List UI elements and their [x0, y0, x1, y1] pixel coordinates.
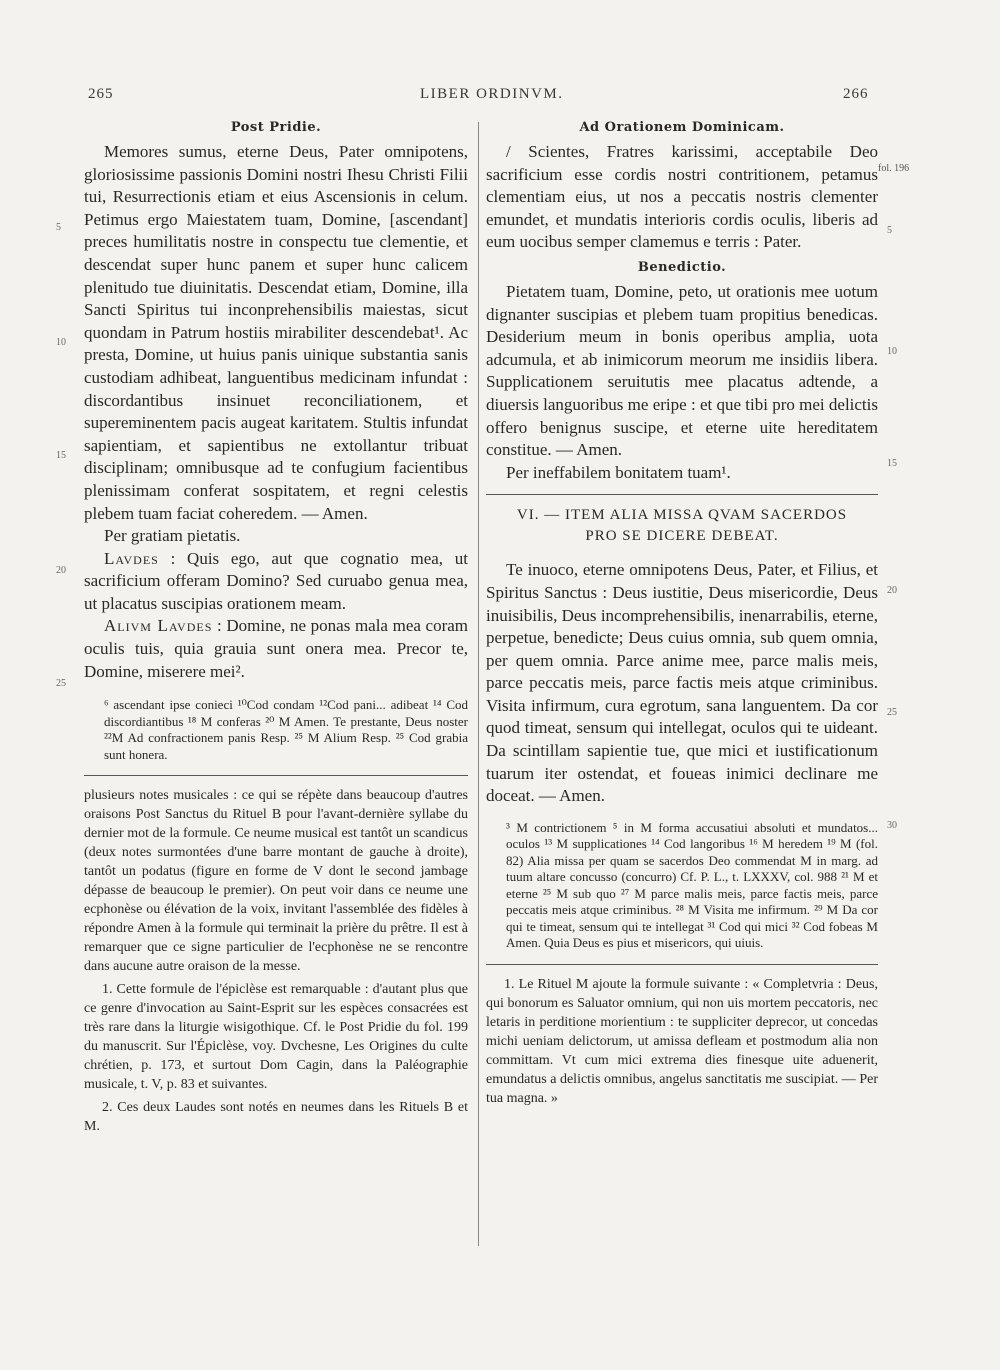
- line-number: 15: [887, 458, 897, 469]
- footnote-separator: [486, 964, 878, 965]
- line-number: 10: [56, 337, 66, 348]
- alium-label: Alivm Lavdes: [104, 616, 213, 636]
- folio-note: fol. 196: [878, 163, 910, 174]
- alium-laudes-paragraph: [84, 615, 468, 683]
- per-ineffabilem: Per ineffabilem bonitatem tuam¹.: [506, 462, 731, 482]
- alium-text: : Domine, ne ponas mala mea coram oculis tuis, quia grauia sunt onera mea. Precor te, Domine, miserere mei².: [84, 616, 469, 681]
- line-number: 20: [887, 585, 897, 596]
- critical-apparatus: ⁶ ascendant ipse conieci ¹⁰Cod condam ¹²Cod pani... adibeat ¹⁴ Cod discordiantibus ¹⁸ M conferas ²⁰ M Amen. Te prestante, Deus noster ²²M Ad confractionem panis Resp. ²⁵ M Alium Resp. ²⁵ Cod grabia sunt honera.: [104, 697, 468, 762]
- mass-title-line-2: PRO SE DICERE DEBEAT.: [585, 528, 779, 545]
- footnote-1: 1. Cette formule de l'épiclèse est remarquable : d'autant plus que ce genre d'invocation au Saint-Esprit sur les espèces consacrées est très rare dans la liturgie wisigothique. Cf. le Post Pridie du fol. 199 du manuscrit. Sur l'Épiclèse, voy. Dvchesne, Les Origines du culte chrétien, p. 173, et surtout Dom Cagin, dans la Paléographie musicale, t. V, p. 83 et suivantes.: [84, 982, 468, 1093]
- left-column: [84, 120, 468, 1136]
- footnote-1: 1. Le Rituel M ajoute la formule suivante : « Completvria : Deus, qui bonorum es Saluator omnium, qui non uis mortem peccatoris, nec letaris in perditione morientium : te suppliciter deprecor, ut concedas michi ueniam delictorum, ut amissa defleam et postmodum alia non committam. Vt cum mici extrema dies finesque uite aduenerit, emundatus a delictis omnibus, angelus sanctitatis me suscipiat. — Per tua magna. »: [486, 976, 878, 1106]
- line-number: 15: [56, 450, 66, 461]
- right-column: [486, 120, 878, 1108]
- footnote-2: 2. Ces deux Laudes sont notés en neumes dans les Rituels B et M.: [84, 1100, 468, 1135]
- section-heading: Post Pridie.: [230, 120, 322, 135]
- section-heading: Ad Orationem Dominicam.: [579, 120, 785, 135]
- per-gratiam: Per gratiam pietatis.: [104, 526, 241, 546]
- laudes-paragraph: [84, 548, 468, 616]
- line-number: 25: [887, 707, 897, 718]
- section-separator: [486, 494, 878, 495]
- line-number: 30: [887, 820, 897, 831]
- running-title: LIBER ORDINVM.: [420, 86, 564, 102]
- line-number: 20: [56, 565, 66, 576]
- laudes-text: : Quis ego, aut que cognatio mea, ut sacrificium offeram Domino? Sed curuabo genua mea, ut placatus suscipias orationem meam.: [84, 548, 468, 613]
- ad-orationem-text: / Scientes, Fratres karissimi, acceptabile Deo sacrificium esse cordis nostri contritionem, petamus clementiam eius, ut nos a peccatis nostris clementer emundet, et mundatis interioris cordis oculis, liberis ad eum uocibus semper clamemus e terris : Pater.: [486, 142, 878, 252]
- left-page-number: 265: [88, 86, 114, 102]
- line-number: 25: [56, 678, 66, 689]
- footnote-continuation: plusieurs notes musicales : ce qui se répète dans beaucoup d'autres oraisons Post Sanctus du Rituel B pour l'avant-dernière syllabe du dernier mot de la formule. Ce neume musical est tantôt un scandicus (deux notes surmontées d'une barre montant de gauche à droite), tantôt un podatus (figure en forme de V dont le second jambage dépasse de beaucoup le premier). On peut voir dans ce neume une ecphonèse ou élévation de la voix, invitant l'assemblée des fidèles à répondre Amen à la formule qui terminait la prière du prêtre. Il est à remarquer que ce signe particulier de l'ecphonèse ne se rencontre dans aucune autre oraison de la messe.: [84, 788, 468, 975]
- mass-title-line-1: VI. — ITEM ALIA MISSA QVAM SACERDOS: [516, 507, 848, 524]
- line-number: 10: [887, 346, 897, 357]
- critical-apparatus: ³ M contrictionem ⁵ in M forma accusatiui absoluti et mundatos... oculos ¹³ M supplicationes ¹⁴ Cod langoribus ¹⁶ M heredem ¹⁹ M (fol. 82) Alia missa per quam se sacerdos Deo commendat M in marg. ad tuum altare concusso (concurro) Cf. P. L., t. LXXXV, col. 988 ²¹ M et eterne ²⁵ M sub quo ²⁷ M parce malis meis, parce factis meis, parce peccatis meis atque criminibus. ²⁸ M Visita me infirmum. ²⁹ M Da cor qui te timeat, sensum qui te intellegat ³¹ Cod qui mici ³² Cod fobeas M Amen. Quia Deus es pius et misericors, qui uiuis.: [506, 819, 878, 951]
- post-pridie-text: Memores sumus, eterne Deus, Pater omnipotens, gloriosissime passionis Domini nostri Ihesu Christi Filii tui, Resurrectionis etiam et eius Ascensionis in celum. Petimus ergo Maiestatem tuam, Domine, [ascendant] preces humilitatis nostre in conspectu tue clementie, et descendat super hunc panem et super hunc calicem plenitudo tue diuinitatis. Descendat etiam, Domine, illa Sancti Spiritus tui inconprehensibilis maiestas, sicut quondam in Patrum hostiis mirabiliter descendebat¹. Ac presta, Domine, ut huius panis uinique substantia sanis custodiam adhibeat, languentibus medicinam infundat : discordantibus insinuet reconciliationem, et supereminentem pacis augeat karitatem. Stultis infundat sapientiam, et sapientibus ne extollantur tribuat disciplinam; omnibusque ad te confugium facientibus plenissimam conferat sospitatem, et regni celestis plebem tuam faciat coheredem. — Amen.: [84, 142, 468, 523]
- column-divider: [478, 122, 479, 1246]
- line-number: 5: [887, 225, 892, 236]
- benedictio-text: Pietatem tuam, Domine, peto, ut orationis mee uotum dignanter suscipias et plebem tuam propitius benedicas. Desiderium meum in bonis operibus amplia, uota adcumula, et ab inimicorum meorum me insidiis libera. Supplicationem seruitutis mee placatus adtende, a diuersis languoribus me eripe : et que tibi pro mei delictis offero benignus suscipe, et eterne uite hereditatem constitue. — Amen.: [486, 281, 878, 460]
- footnote-separator: [84, 775, 468, 776]
- te-inuoco-text: Te inuoco, eterne omnipotens Deus, Pater, et Filius, et Spiritus Sanctus : Deus iustitie, Deus misericordie, Deus inuisibilis, Deus incomprehensibilis, inenarrabilis, eterne, perpetue, benedicte; Deus cuius omnia, sub quem omnia, per quem omnia. Parce anime mee, parce malis meis, parce peccatis meis, parce factis meis atque criminibus. Visita infirmum, cura egrotum, sana languentem. Da cor quod timeat, sensum qui intellegat, oculos qui te uideant. Da scintillam sapientie tue, que mici et iustificationum tuarum iter ostendat, et foueas inimici declinare me doceat. — Amen.: [486, 560, 878, 806]
- right-page-number: 266: [843, 86, 869, 102]
- laudes-label: Lavdes: [104, 548, 159, 568]
- section-heading: Benedictio.: [637, 259, 727, 275]
- line-number: 5: [56, 222, 61, 233]
